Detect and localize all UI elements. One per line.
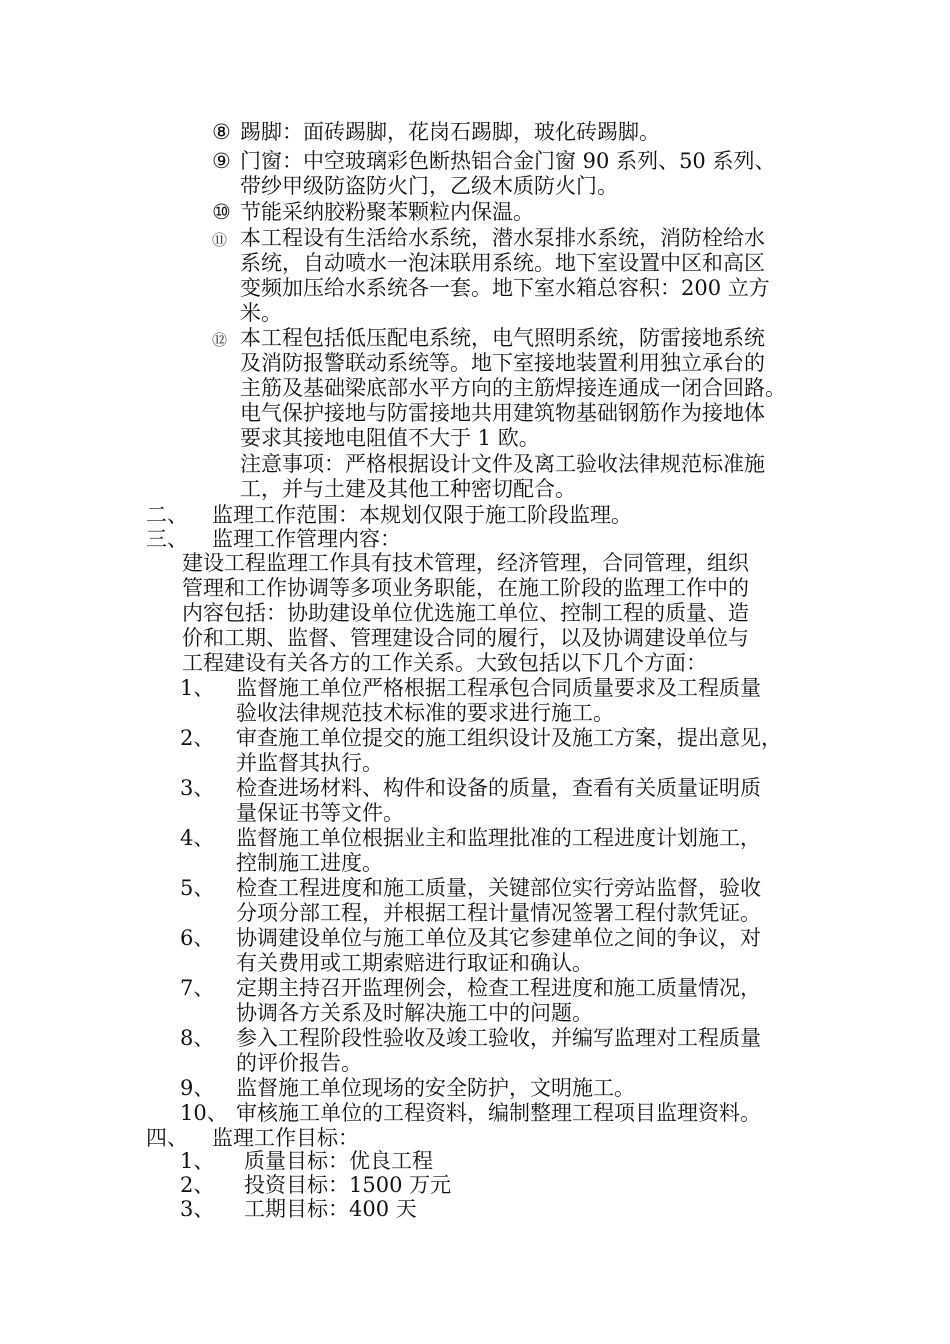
duty-text: 检查进场材料、构件和设备的质量，查看有关质量证明质 [236, 776, 761, 800]
item-text: 系统，自动喷水一泡沫联用系统。地下室设置中区和高区 [240, 251, 765, 275]
duty-text: 审查施工单位提交的施工组织设计及施工方案，提出意见， [236, 726, 782, 750]
item-marker: ⑨ [212, 149, 231, 173]
duty-text: 有关费用或工期索赔进行取证和确认。 [236, 951, 593, 975]
intro-text: 管理和工作协调等多项业务职能，在施工阶段的监理工作中的 [182, 576, 749, 600]
duty-4 [180, 826, 761, 851]
section-4 [146, 1126, 359, 1151]
goal-text: 投资目标：1500 万元 [244, 1173, 452, 1197]
duty-number: 7、 [180, 976, 215, 1000]
duty-9 [180, 1076, 635, 1101]
intro-text: 建设工程监理工作具有技术管理，经济管理，合同管理，组织 [182, 551, 749, 575]
duty-5 [180, 876, 761, 901]
duty-text: 检查工程进度和施工质量，关键部位实行旁站监督，验收 [236, 876, 761, 900]
note-text: 工，并与土建及其他工种密切配合。 [240, 477, 576, 501]
item-text: 带纱甲级防盗防火门，乙级木质防火门。 [240, 174, 618, 198]
goal-2 [180, 1173, 451, 1198]
item-11 [212, 226, 765, 253]
item-marker: ⑩ [212, 200, 231, 224]
duty-text: 控制施工进度。 [236, 851, 383, 875]
item-10 [212, 200, 534, 225]
section-label: 三、 [146, 527, 188, 551]
item-text: 及消防报警联动系统等。地下室接地装置利用独立承台的 [240, 351, 765, 375]
section-title: 监理工作目标： [212, 1126, 359, 1150]
section-3 [146, 527, 401, 552]
duty-10 [180, 1101, 761, 1126]
duty-text: 审核施工单位的工程资料，编制整理工程项目监理资料。 [236, 1101, 761, 1125]
duty-number: 6、 [180, 926, 215, 950]
duty-number: 2、 [180, 726, 215, 750]
item-marker: ⑫ [212, 331, 228, 349]
item-text: 米。 [240, 301, 282, 325]
duty-text: 监督施工单位严格根据工程承包合同质量要求及工程质量 [236, 676, 761, 700]
item-text: 要求其接地电阻值不大于 1 欧。 [240, 426, 540, 450]
item-12 [212, 326, 765, 353]
duty-text: 监督施工单位根据业主和监理批准的工程进度计划施工， [236, 826, 761, 850]
item-text: 节能采纳胶粉聚苯颗粒内保温。 [240, 200, 534, 224]
item-marker: ⑪ [212, 231, 228, 249]
item-text: 门窗：中空玻璃彩色断热铝合金门窗 90 系列、50 系列、 [240, 149, 776, 173]
intro-text: 价和工期、监督、管理建设合同的履行，以及协调建设单位与 [182, 626, 749, 650]
duty-text: 量保证书等文件。 [236, 801, 404, 825]
goal-1 [180, 1149, 433, 1174]
intro-text: 内容包括：协助建设单位优选施工单位、控制工程的质量、造 [182, 601, 749, 625]
item-8 [212, 120, 660, 145]
goal-number: 1、 [180, 1149, 215, 1173]
section-title: 监理工作管理内容： [212, 527, 401, 551]
duty-3 [180, 776, 761, 801]
section-label: 二、 [146, 503, 188, 527]
duty-text: 参入工程阶段性验收及竣工验收，并编写监理对工程质量 [236, 1026, 761, 1050]
goal-text: 质量目标：优良工程 [244, 1149, 433, 1173]
duty-number: 3、 [180, 776, 215, 800]
duty-number: 4、 [180, 826, 215, 850]
goal-number: 3、 [180, 1197, 215, 1221]
item-text: 电气保护接地与防雷接地共用建筑物基础钢筋作为接地体 [240, 401, 765, 425]
section-title: 监理工作范围：本规划仅限于施工阶段监理。 [212, 503, 632, 527]
item-marker: ⑧ [212, 120, 231, 144]
item-text: 本工程设有生活给水系统，潜水泵排水系统，消防栓给水 [240, 226, 765, 250]
goal-text: 工期目标：400 天 [244, 1197, 417, 1221]
goal-number: 2、 [180, 1173, 215, 1197]
duty-text: 验收法律规范技术标准的要求进行施工。 [236, 701, 614, 725]
duty-text: 定期主持召开监理例会，检查工程进度和施工质量情况， [236, 976, 761, 1000]
duty-number: 5、 [180, 876, 215, 900]
duty-number: 8、 [180, 1026, 215, 1050]
note-text: 注意事项：严格根据设计文件及离工验收法律规范标准施 [240, 452, 765, 476]
duty-number: 10、 [180, 1101, 228, 1125]
item-text: 踢脚：面砖踢脚，花岗石踢脚，玻化砖踢脚。 [240, 120, 660, 144]
intro-text: 工程建设有关各方的工作关系。大致包括以下几个方面： [182, 651, 707, 675]
duty-text: 并监督其执行。 [236, 751, 383, 775]
goal-3 [180, 1197, 417, 1222]
duty-number: 9、 [180, 1076, 215, 1100]
item-9 [212, 149, 775, 174]
duty-text: 协调各方关系及时解决施工中的问题。 [236, 1001, 593, 1025]
duty-8 [180, 1026, 761, 1051]
item-text: 变频加压给水系统各一套。地下室水箱总容积：200 立方 [240, 276, 770, 300]
duty-text: 的评价报告。 [236, 1051, 362, 1075]
item-text: 本工程包括低压配电系统，电气照明系统，防雷接地系统 [240, 326, 765, 350]
duty-number: 1、 [180, 676, 215, 700]
item-text: 主筋及基础梁底部水平方向的主筋焊接连通成一闭合回路。 [240, 376, 786, 400]
duty-2 [180, 726, 782, 751]
duty-text: 监督施工单位现场的安全防护，文明施工。 [236, 1076, 635, 1100]
duty-7 [180, 976, 761, 1001]
duty-1 [180, 676, 761, 701]
section-2 [146, 503, 632, 528]
duty-text: 协调建设单位与施工单位及其它参建单位之间的争议，对 [236, 926, 761, 950]
section-label: 四、 [146, 1126, 188, 1150]
duty-6 [180, 926, 761, 951]
duty-text: 分项分部工程，并根据工程计量情况签署工程付款凭证。 [236, 901, 761, 925]
